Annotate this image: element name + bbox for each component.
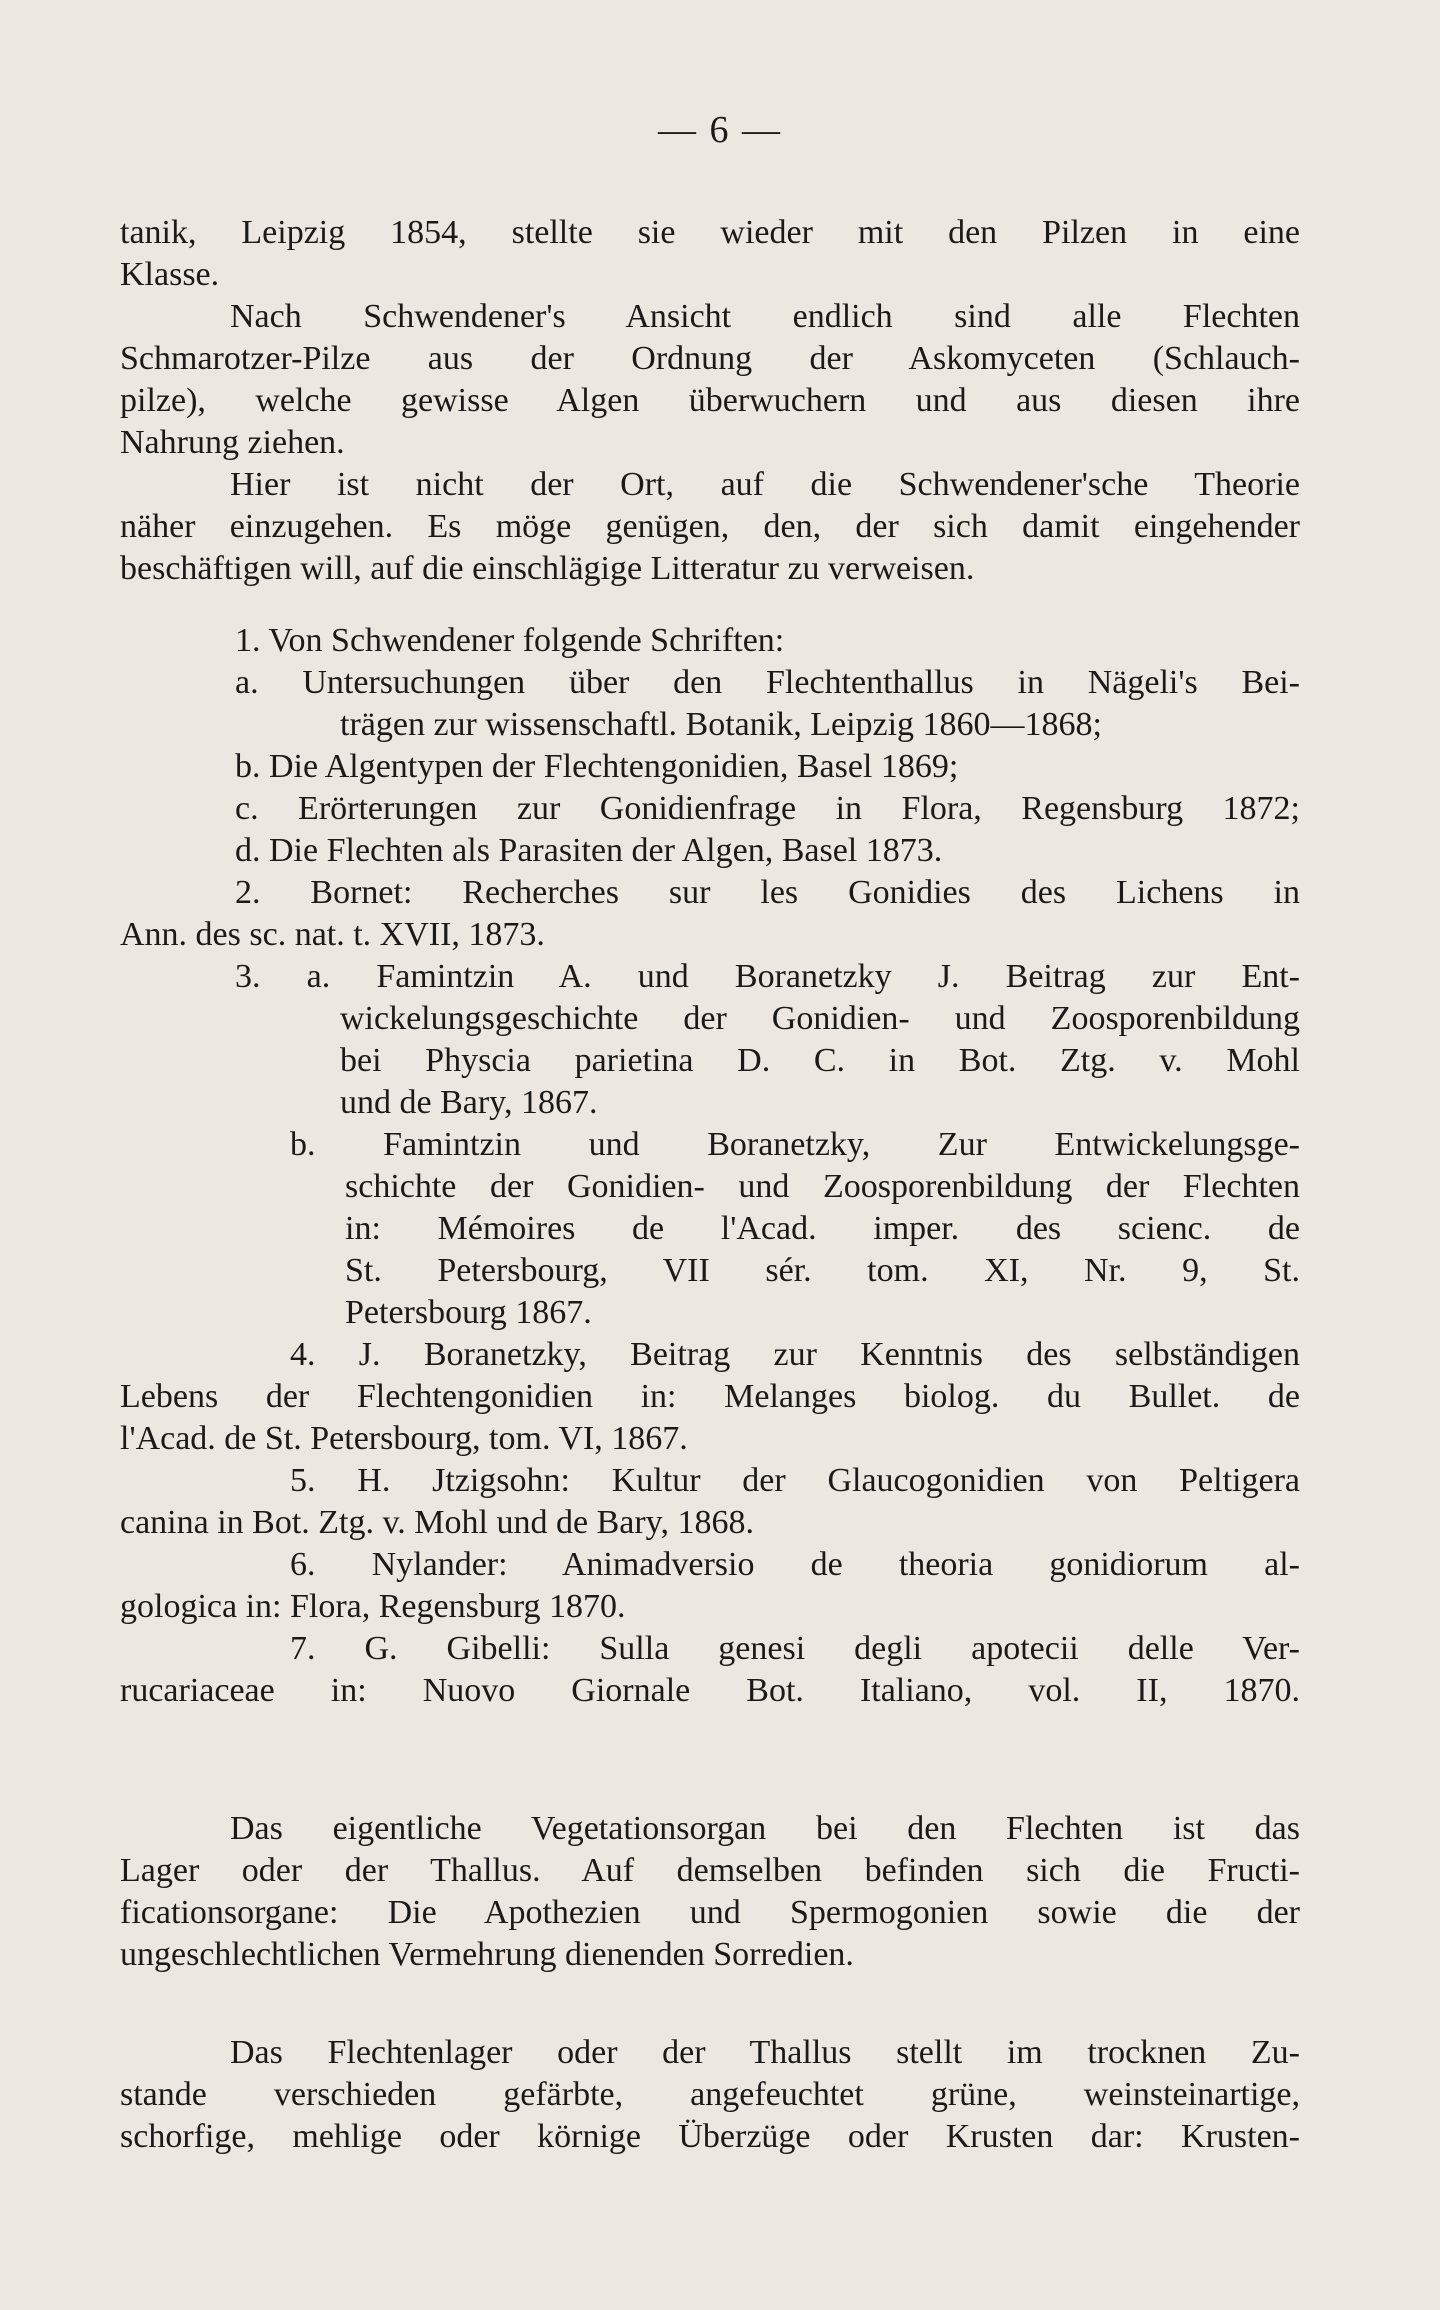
- reference-line: 5. H. Jtzigsohn: Kultur der Glaucogonidien von Peltigera: [290, 1462, 1300, 1499]
- paragraph-block-3: [120, 2032, 1300, 2158]
- reference-line: c. Erörterungen zur Gonidienfrage in Flora, Regensburg 1872;: [235, 790, 1300, 827]
- reference-line: Lebens der Flechtengonidien in: Melanges biolog. du Bullet. de: [120, 1378, 1300, 1415]
- text-line: Lager oder der Thallus. Auf demselben befinden sich die Fructi-: [120, 1852, 1300, 1889]
- reference-line: a. Untersuchungen über den Flechtenthallus in Nägeli's Bei-: [235, 664, 1300, 701]
- reference-line: Petersbourg 1867.: [345, 1294, 592, 1331]
- reference-line: 1. Von Schwendener folgende Schriften:: [235, 622, 785, 659]
- reference-line: gologica in: Flora, Regensburg 1870.: [120, 1588, 626, 1625]
- text-line: tanik, Leipzig 1854, stellte sie wieder mit den Pilzen in eine: [120, 214, 1300, 251]
- text-line: ungeschlechtlichen Vermehrung dienenden Sorredien.: [120, 1936, 854, 1973]
- reference-line: schichte der Gonidien- und Zoosporenbildung der Flechten: [345, 1168, 1300, 1205]
- reference-line: Ann. des sc. nat. t. XVII, 1873.: [120, 916, 545, 953]
- reference-line: canina in Bot. Ztg. v. Mohl und de Bary, 1868.: [120, 1504, 754, 1541]
- reference-line: wickelungsgeschichte der Gonidien- und Zoosporenbildung: [340, 1000, 1300, 1037]
- text-line: Schmarotzer-Pilze aus der Ordnung der Askomyceten (Schlauch-: [120, 340, 1300, 377]
- text-line: pilze), welche gewisse Algen überwuchern und aus diesen ihre: [120, 382, 1300, 419]
- reference-line: trägen zur wissenschaftl. Botanik, Leipzig 1860—1868;: [340, 706, 1102, 743]
- text-line: stande verschieden gefärbte, angefeuchtet grüne, weinsteinartige,: [120, 2076, 1300, 2113]
- text-line: Das eigentliche Vegetationsorgan bei den Flechten ist das: [230, 1810, 1300, 1847]
- reference-line: 7. G. Gibelli: Sulla genesi degli apotecii delle Ver-: [290, 1630, 1300, 1667]
- paragraph-block-2: [120, 1808, 1300, 1976]
- text-line: Das Flechtenlager oder der Thallus stellt im trocknen Zu-: [230, 2034, 1300, 2071]
- paragraph-block-1: [120, 212, 1300, 590]
- reference-line: b. Famintzin und Boranetzky, Zur Entwickelungsge-: [290, 1126, 1300, 1163]
- reference-line: in: Mémoires de l'Acad. imper. des scienc. de: [345, 1210, 1300, 1247]
- reference-line: l'Acad. de St. Petersbourg, tom. VI, 1867.: [120, 1420, 688, 1457]
- text-line: Nach Schwendener's Ansicht endlich sind alle Flechten: [230, 298, 1300, 335]
- reference-line: 3. a. Famintzin A. und Boranetzky J. Beitrag zur Ent-: [235, 958, 1300, 995]
- reference-line: rucariaceae in: Nuovo Giornale Bot. Italiano, vol. II, 1870.: [120, 1672, 1300, 1709]
- reference-list: [120, 620, 1300, 1712]
- text-line: ficationsorgane: Die Apothezien und Spermogonien sowie die der: [120, 1894, 1300, 1931]
- text-line: näher einzugehen. Es möge genügen, den, der sich damit eingehender: [120, 508, 1300, 545]
- text-line: Klasse.: [120, 256, 220, 293]
- page-number: — 6 —: [658, 109, 782, 151]
- reference-line: und de Bary, 1867.: [340, 1084, 598, 1121]
- reference-line: St. Petersbourg, VII sér. tom. XI, Nr. 9, St.: [345, 1252, 1300, 1289]
- text-line: beschäftigen will, auf die einschlägige Litteratur zu verweisen.: [120, 550, 975, 587]
- text-line: Nahrung ziehen.: [120, 424, 345, 461]
- text-line: schorfige, mehlige oder körnige Überzüge oder Krusten dar: Krusten-: [120, 2118, 1300, 2155]
- reference-line: 2. Bornet: Recherches sur les Gonidies des Lichens in: [235, 874, 1300, 911]
- reference-line: bei Physcia parietina D. C. in Bot. Ztg. v. Mohl: [340, 1042, 1300, 1079]
- text-line: Hier ist nicht der Ort, auf die Schwendener'sche Theorie: [230, 466, 1300, 503]
- reference-line: b. Die Algentypen der Flechtengonidien, Basel 1869;: [235, 748, 959, 785]
- reference-line: d. Die Flechten als Parasiten der Algen, Basel 1873.: [235, 832, 943, 869]
- reference-line: 4. J. Boranetzky, Beitrag zur Kenntnis des selbständigen: [290, 1336, 1300, 1373]
- reference-line: 6. Nylander: Animadversio de theoria gonidiorum al-: [290, 1546, 1300, 1583]
